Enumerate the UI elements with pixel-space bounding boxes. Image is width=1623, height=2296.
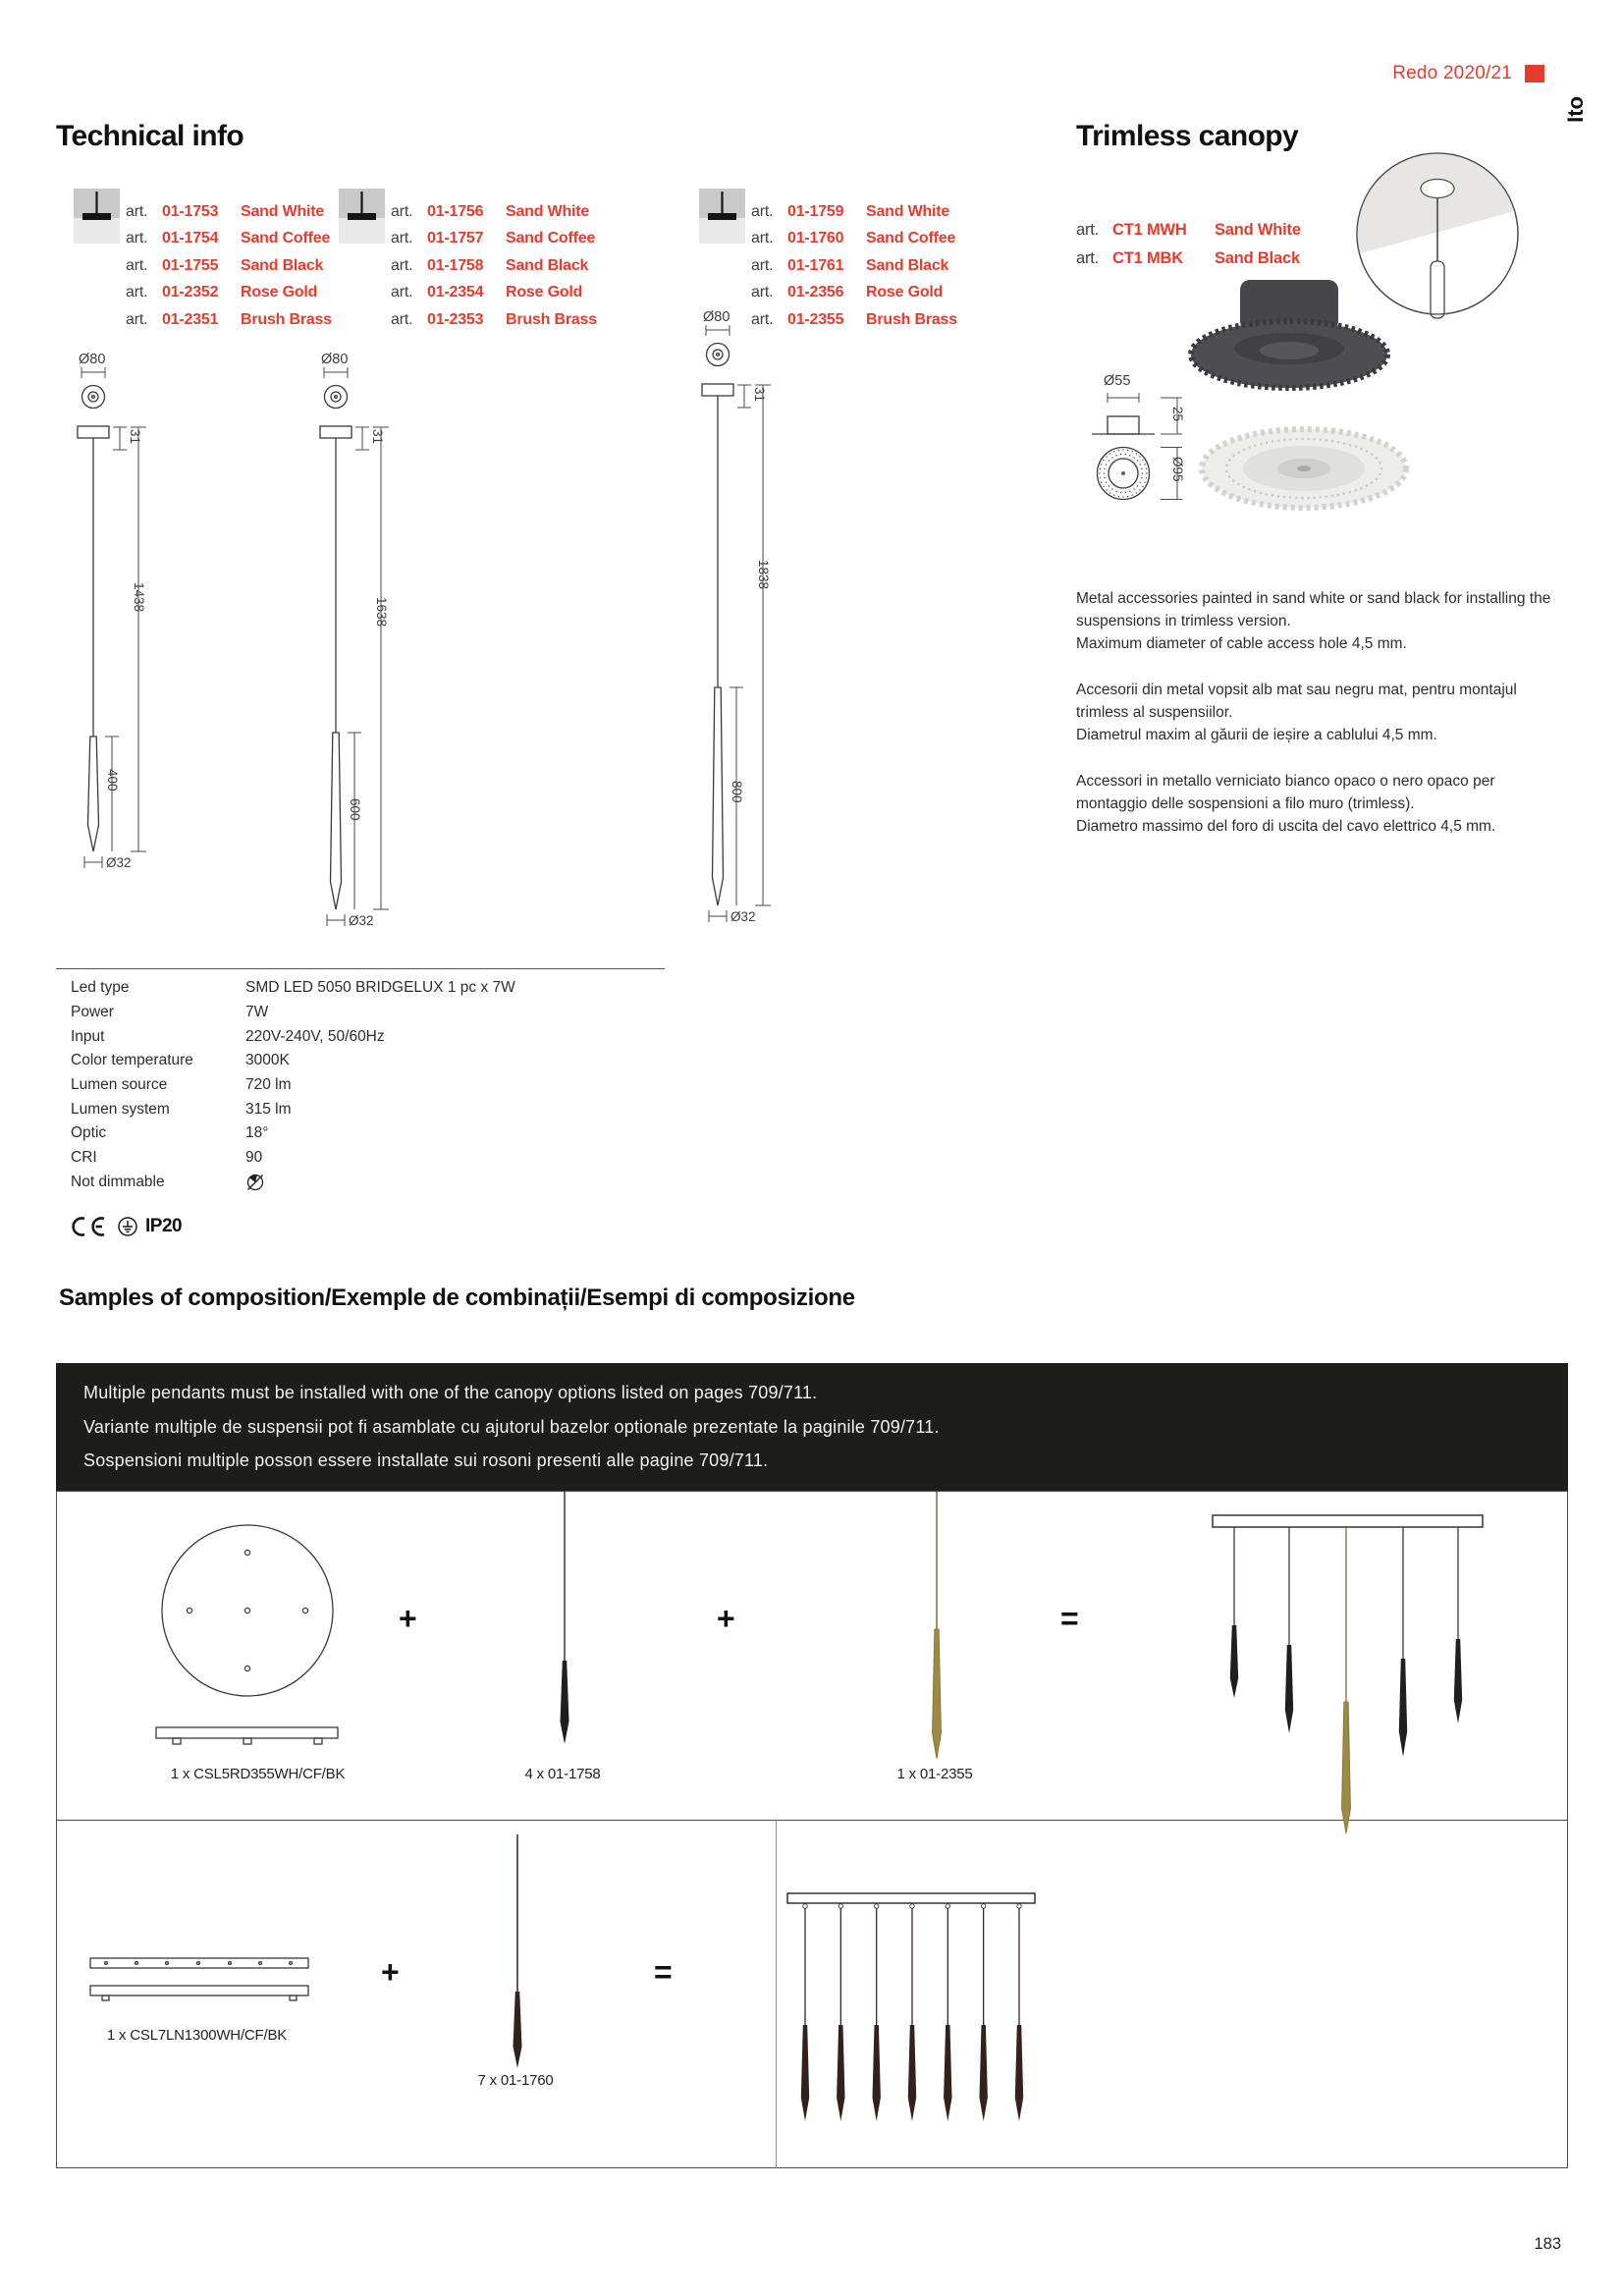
article-row: art. CT1 MBK Sand Black xyxy=(1076,249,1300,267)
ce-mark-icon xyxy=(69,1216,110,1237)
page-title: Technical info xyxy=(56,120,244,152)
svg-text:Ø32: Ø32 xyxy=(106,855,132,870)
pendant-mount-icon xyxy=(339,189,385,244)
spec-table xyxy=(71,976,660,1194)
pendant-black-drawing xyxy=(555,1492,574,1747)
svg-text:600: 600 xyxy=(348,798,362,821)
article-list-2 xyxy=(391,198,597,334)
svg-text:31: 31 xyxy=(128,429,142,445)
svg-text:1438: 1438 xyxy=(132,582,146,613)
trimless-title: Trimless canopy xyxy=(1076,120,1299,152)
svg-text:Ø32: Ø32 xyxy=(730,909,756,924)
notice-line-it: Sospensioni multiple posson essere installate sui rosoni presenti alle pagine 709/711. xyxy=(83,1450,769,1470)
collection-side-tab: Ito xyxy=(1563,96,1588,123)
pendant-coffee-drawing xyxy=(508,1834,527,2070)
article-row: art. 01-1753 Sand White xyxy=(126,202,325,220)
trimless-article-list xyxy=(1076,216,1301,273)
samples-title: Samples of composition/Exemple de combinații/Esempi di composizione xyxy=(59,1285,855,1311)
linear-canopy-views xyxy=(88,1956,312,2005)
canopy-photo-dark xyxy=(1183,278,1399,394)
article-row: art. 01-2353 Brush Brass xyxy=(391,310,597,328)
article-row: art. 01-1758 Sand Black xyxy=(391,256,589,274)
article-row: art. CT1 MWH Sand White xyxy=(1076,221,1301,239)
article-row: art. 01-1759 Sand White xyxy=(751,202,950,220)
dimension-drawing-1838 xyxy=(701,309,791,957)
trimless-dimension-drawing xyxy=(1092,371,1194,511)
plus-operator: + xyxy=(717,1601,735,1636)
article-list-1 xyxy=(126,198,332,334)
dimmer-crossed-icon xyxy=(245,1173,265,1192)
spec-row: Color temperature 3000K xyxy=(71,1052,290,1069)
article-row: art. 01-2352 Rose Gold xyxy=(126,284,318,301)
component-label: 7 x 01-1760 xyxy=(477,2072,554,2089)
svg-text:31: 31 xyxy=(752,387,767,403)
article-row: art. 01-1760 Sand Coffee xyxy=(751,230,956,247)
composition-result-linear xyxy=(784,1886,1043,2133)
certification-marks xyxy=(69,1216,182,1237)
description-ro: Accesorii din metal vopsit alb mat sau negru mat, pentru montajul trimless al suspensiilor. Diametrul maxim al găurii de ieșire a cablului 4,5 mm. xyxy=(1076,682,1517,743)
svg-text:Ø55: Ø55 xyxy=(1104,373,1131,389)
page-number: 183 xyxy=(1534,2235,1561,2253)
brand-red-square-icon xyxy=(1525,65,1544,82)
spec-row: Lumen system 315 lm xyxy=(71,1100,292,1118)
spec-row: Optic 18° xyxy=(71,1124,269,1142)
spec-row: Lumen source 720 lm xyxy=(71,1076,292,1094)
description-it: Accessori in metallo verniciato bianco opaco o nero opaco per montaggio delle sospensioni a filo muro (trimless). Diametro massimo del foro di uscita del cavo elettrico 4,5 mm. xyxy=(1076,773,1496,835)
svg-text:25: 25 xyxy=(1170,407,1185,422)
notice-line-en: Multiple pendants must be installed with one of the canopy options listed on pages 709/711. xyxy=(83,1383,818,1402)
svg-text:Ø95: Ø95 xyxy=(1170,457,1185,482)
spec-row: CRI 90 xyxy=(71,1149,263,1167)
ground-class-icon xyxy=(117,1216,138,1237)
brand-edition: Redo 2020/21 xyxy=(1392,63,1512,83)
canopy-photo-light xyxy=(1193,417,1419,520)
spec-row: Input 220V-240V, 50/60Hz xyxy=(71,1027,385,1045)
article-row: art. 01-2351 Brush Brass xyxy=(126,310,332,328)
article-row: art. 01-1754 Sand Coffee xyxy=(126,230,331,247)
pendant-mount-icon xyxy=(74,189,120,244)
composition-result-round xyxy=(1203,1509,1492,1838)
svg-text:Ø80: Ø80 xyxy=(703,309,730,325)
article-row: art. 01-1761 Sand Black xyxy=(751,256,949,274)
plus-operator: + xyxy=(399,1601,417,1636)
svg-text:Ø32: Ø32 xyxy=(349,913,374,928)
article-row: art. 01-1755 Sand Black xyxy=(126,256,324,274)
component-label: 1 x CSL5RD355WH/CF/BK xyxy=(170,1766,346,1782)
svg-text:31: 31 xyxy=(370,429,385,445)
spec-row-not-dimmable: Not dimmable xyxy=(71,1171,660,1195)
plus-operator: + xyxy=(381,1954,400,1990)
svg-text:Ø80: Ø80 xyxy=(321,352,349,367)
component-label: 4 x 01-1758 xyxy=(524,1766,601,1782)
spec-row: Power 7W xyxy=(71,1004,269,1021)
svg-text:1638: 1638 xyxy=(374,597,389,628)
article-row: art. 01-1757 Sand Coffee xyxy=(391,230,596,247)
ip-rating: IP20 xyxy=(145,1216,183,1236)
component-label: 1 x CSL7LN1300WH/CF/BK xyxy=(106,2027,288,2044)
svg-text:Ø80: Ø80 xyxy=(79,352,106,367)
spec-table-rule xyxy=(56,968,665,969)
composition-notice-banner xyxy=(56,1363,1568,1491)
composition-cell-divider xyxy=(776,1820,777,2168)
notice-line-ro: Variante multiple de suspensii pot fi asamblate cu ajutorul bazelor optionale prezentate la paginile 709/711. xyxy=(83,1416,940,1437)
equals-operator: = xyxy=(654,1954,673,1990)
pendant-mount-icon xyxy=(699,189,745,244)
trimless-description xyxy=(1076,587,1565,861)
round-canopy-side-view xyxy=(153,1724,345,1750)
equals-operator: = xyxy=(1060,1601,1079,1636)
dimension-drawing-1438 xyxy=(77,352,167,882)
description-en: Metal accessories painted in sand white or sand black for installing the suspensions in trimless version. Maximum diameter of cable access hole 4,5 mm. xyxy=(1076,590,1551,652)
pendant-gold-drawing xyxy=(927,1492,947,1762)
article-row: art. 01-1756 Sand White xyxy=(391,202,590,220)
svg-text:1838: 1838 xyxy=(756,560,771,590)
round-canopy-top-view xyxy=(157,1522,338,1703)
article-row: art. 01-2354 Rose Gold xyxy=(391,284,583,301)
component-label: 1 x 01-2355 xyxy=(896,1766,973,1782)
svg-text:400: 400 xyxy=(105,769,120,792)
spec-row: Led type SMD LED 5050 BRIDGELUX 1 pc x 7W xyxy=(71,979,515,997)
article-row: art. 01-2355 Brush Brass xyxy=(751,310,957,328)
dimension-drawing-1638 xyxy=(319,352,409,941)
svg-text:800: 800 xyxy=(730,781,744,803)
article-row: art. 01-2356 Rose Gold xyxy=(751,284,944,301)
